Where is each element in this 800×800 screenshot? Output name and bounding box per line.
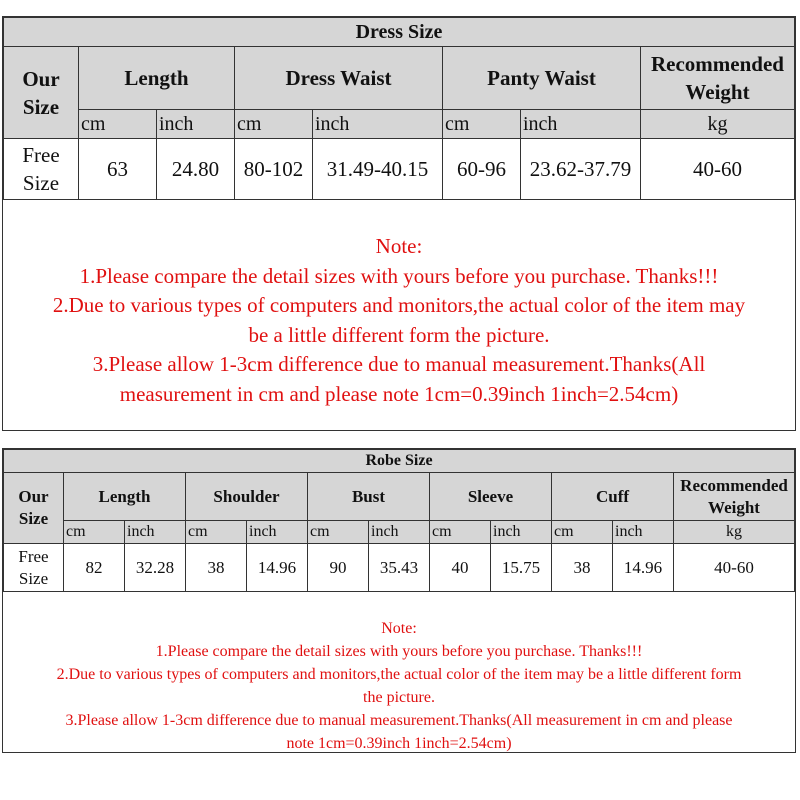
size-cell-line2: Size [18,568,49,588]
cuff-header: Cuff [552,473,674,521]
unit-cell: inch [125,521,186,544]
size-cell-line2: Size [22,171,60,195]
value-cell: 90 [308,544,369,592]
unit-cell: inch [491,521,552,544]
table-row [4,544,795,592]
dress-table-title: Dress Size [4,18,795,47]
weight-unit-cell: kg [674,521,795,544]
unit-cell: inch [247,521,308,544]
table-row [4,139,795,200]
value-cell: 32.28 [125,544,186,592]
unit-cell: cm [235,110,313,139]
value-cell: 35.43 [369,544,430,592]
our-size-header-line2: Size [22,94,60,119]
value-cell: 60-96 [443,139,521,200]
value-cell: 23.62-37.79 [521,139,641,200]
value-cell: 31.49-40.15 [313,139,443,200]
shoulder-header: Shoulder [186,473,308,521]
robe-header-row [4,473,795,521]
unit-cell: cm [79,110,157,139]
panty-waist-header: Panty Waist [443,47,641,110]
value-cell: 14.96 [247,544,308,592]
dress-waist-header: Dress Waist [235,47,443,110]
note-line: 1.Please compare the detail sizes with yours before you purchase. Thanks!!! [155,643,643,660]
robe-size-table [3,449,795,592]
dress-header-row [4,47,795,110]
unit-cell: inch [157,110,235,139]
note-heading: Note: [381,620,417,637]
note-line: 2.Due to various types of computers and monitors,the actual color of the item may be a little different form [56,666,742,683]
our-size-header [4,47,79,139]
recommended-weight-line1: Recommended [651,52,784,76]
robe-table-title: Robe Size [4,450,795,473]
robe-unit-row [4,521,795,544]
our-size-header-line2: Size [18,509,49,528]
recommended-weight-line2: Weight [708,497,760,517]
dress-size-chart [2,16,796,431]
our-size-header-line1: Our [22,66,60,91]
dress-unit-row [4,110,795,139]
value-cell: 24.80 [157,139,235,200]
weight-value-cell: 40-60 [674,544,795,592]
recommended-weight-line2: Weight [685,80,750,104]
dress-title-row [4,18,795,47]
bust-header: Bust [308,473,430,521]
value-cell: 80-102 [235,139,313,200]
value-cell: 40 [430,544,491,592]
our-size-header-line1: Our [18,487,49,506]
note-line: 2.Due to various types of computers and monitors,the actual color of the item may [52,293,746,317]
note-heading: Note: [375,234,423,258]
size-cell [4,139,79,200]
value-cell: 14.96 [613,544,674,592]
note-line: note 1cm=0.39inch 1inch=2.54cm) [286,735,512,752]
unit-cell: inch [313,110,443,139]
value-cell: 38 [552,544,613,592]
note-line: 3.Please allow 1-3cm difference due to manual measurement.Thanks(All measurement in cm and please [65,712,733,729]
note-line: measurement in cm and please note 1cm=0.39inch 1inch=2.54cm) [119,381,679,406]
recommended-weight-line1: Recommended [680,475,788,495]
unit-cell: inch [521,110,641,139]
unit-cell: cm [430,521,491,544]
robe-size-chart [2,448,796,753]
unit-cell: cm [552,521,613,544]
robe-note [3,592,795,752]
unit-cell: inch [613,521,674,544]
size-cell [4,544,64,592]
note-line: 1.Please compare the detail sizes with yours before you purchase. Thanks!!! [79,263,719,288]
recommended-weight-header [674,473,795,521]
unit-cell: inch [369,521,430,544]
length-header: Length [79,47,235,110]
unit-cell: cm [64,521,125,544]
unit-cell: cm [308,521,369,544]
recommended-weight-header [641,47,795,110]
note-line: be a little different form the picture. [248,322,550,347]
value-cell: 82 [64,544,125,592]
sleeve-header: Sleeve [430,473,552,521]
value-cell: 15.75 [491,544,552,592]
unit-cell: cm [186,521,247,544]
note-line: the picture. [363,689,435,706]
our-size-header [4,473,64,544]
value-cell: 63 [79,139,157,200]
weight-value-cell: 40-60 [641,139,795,200]
dress-size-table [3,17,795,200]
value-cell: 38 [186,544,247,592]
size-cell-line1: Free [22,143,60,167]
dress-note [3,200,795,430]
robe-title-row [4,450,795,473]
weight-unit-cell: kg [641,110,795,139]
size-cell-line1: Free [18,546,49,566]
note-line: 3.Please allow 1-3cm difference due to manual measurement.Thanks(All [92,352,706,376]
unit-cell: cm [443,110,521,139]
length-header: Length [64,473,186,521]
